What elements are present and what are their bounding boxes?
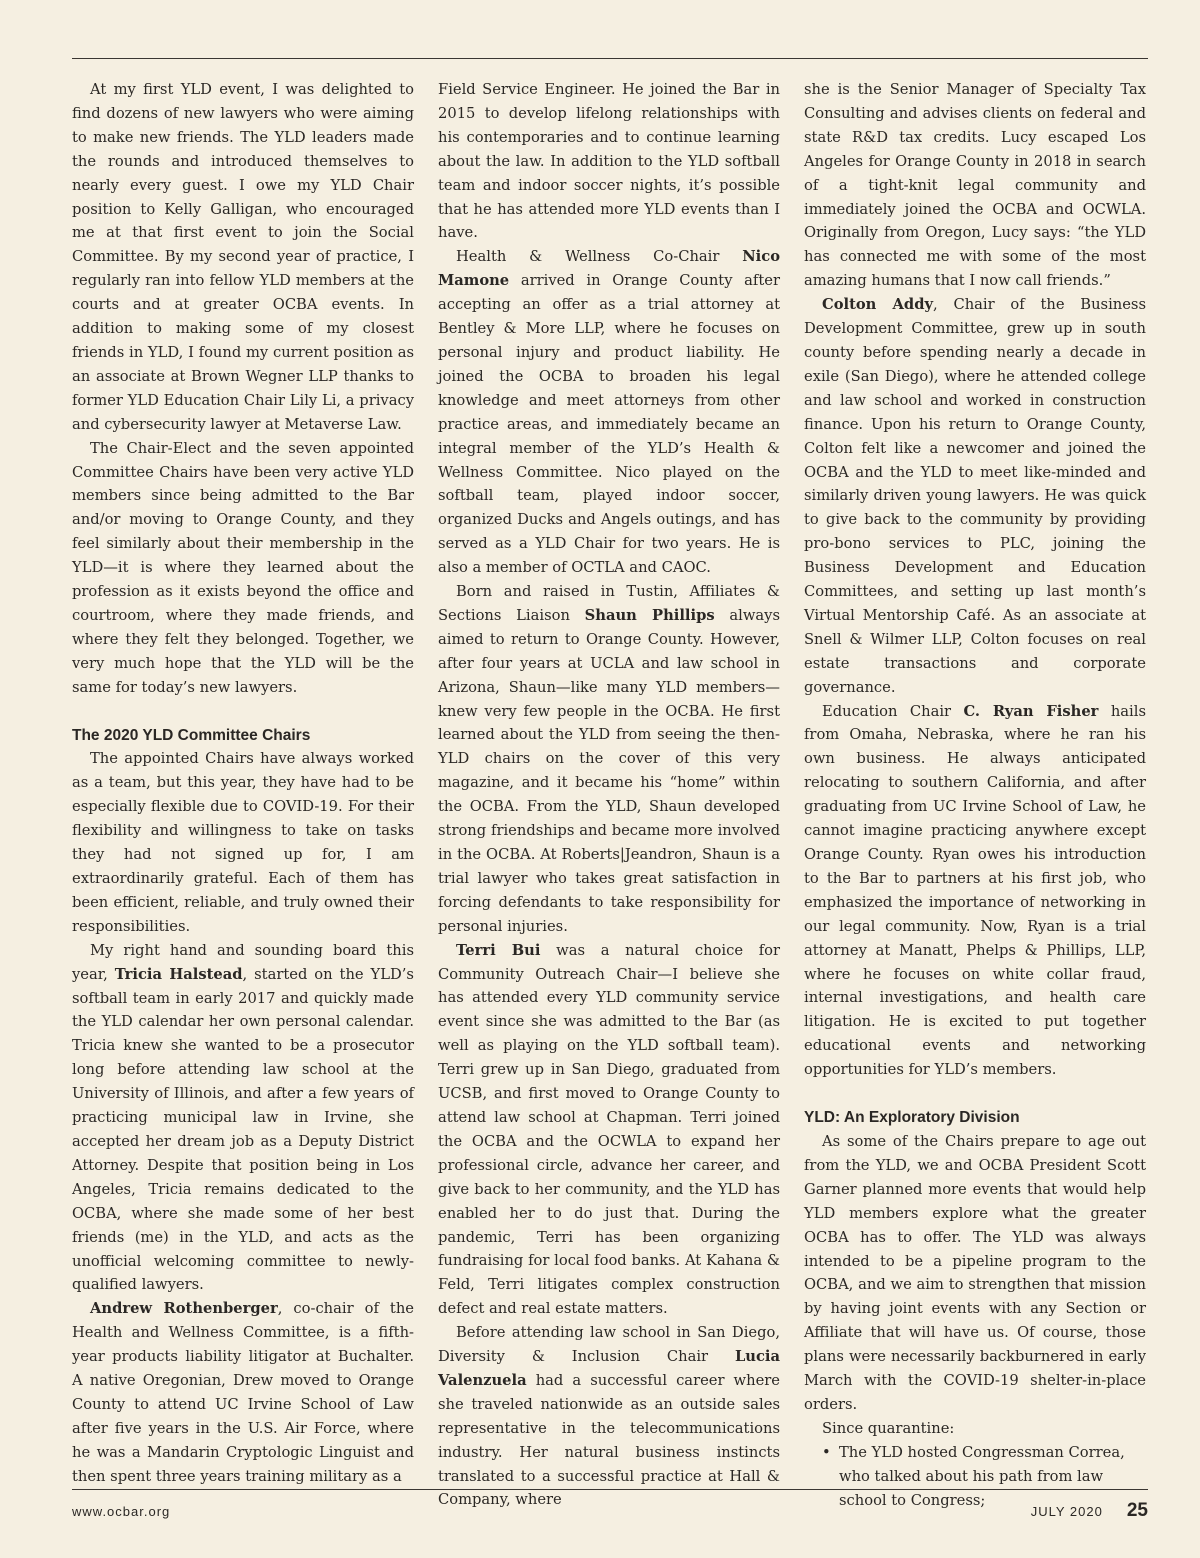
text: My right hand and sounding board this year,	[72, 941, 414, 983]
paragraph	[72, 1297, 414, 1488]
person-name: Andrew Rothenberger	[90, 1300, 278, 1318]
footer-date: JULY 2020	[1030, 1504, 1103, 1519]
column-1	[72, 78, 414, 1488]
paragraph: The appointed Chairs have always worked as a team, but this year, they have had to be especially flexible due to COVID-19. For their flexibility and willingness to take on tasks they had not signed up for, I am extraordinarily grateful. Each of them has been efficient, reliable, and truly owned their responsibilities.	[72, 750, 414, 935]
bullet-item: • The YLD hosted Congressman Correa, who talked about his path from law school to Congress;	[822, 1441, 1146, 1513]
person-name: Shaun Phillips	[584, 606, 715, 624]
text: always aimed to return to Orange County. However, after four years at UCLA and law school in Arizona, Shaun—like many YLD members—knew very few people in the OCBA. He first learned about the YLD from seeing the then-YLD chairs on the cover of this very magazine, and it became his “home” within the OCBA. From the YLD, Shaun developed strong friendships and became more involved in the OCBA. At Roberts|Jeandron, Shaun is a trial lawyer who takes great satisfaction in forcing defendants to take responsibility for personal injuries.	[438, 606, 780, 935]
paragraph: The Chair-Elect and the seven appointed Committee Chairs have been very active YLD members since being admitted to the Bar and/or moving to Orange County, and they feel similarly about their membership in the YLD—it is where they learned about the profession as it exists beyond the office and courtroom, where they made friends, and where they felt they belonged. Together, we very much hope that the YLD will be the same for today’s new lawyers.	[72, 439, 414, 696]
section-heading: YLD: An Exploratory Division	[804, 1109, 1020, 1127]
paragraph	[438, 580, 780, 939]
person-name: Terri Bui	[456, 941, 541, 959]
text: , Chair of the Business Development Committee, grew up in south county before spending nearly a decade in exile (San Diego), where he attended college and law school and worked in construction finance. Upon his return to Orange County, Colton felt like a newcomer and joined the OCBA and the YLD to meet like-minded and similarly driven young lawyers. He was quick to give back to the community by providing pro-bono services to PLC, joining the Business Development and Education Committees, and setting up last month’s Virtual Mentorship Café. As an associate at Snell & Wilmer LLP, Colton focuses on real estate transactions and corporate governance.	[804, 296, 1146, 696]
text: had a successful career where she traveled nationwide as an outside sales representative in the telecommunications industry. Her natural business instincts translated to a successful practice at Hall & Company, where	[438, 1371, 780, 1509]
text: , co-chair of the Health and Wellness Committee, is a fifth-year products liability litigator at Buchalter. A native Oregonian, Drew moved to Orange County to attend UC Irvine School of Law after five years in the U.S. Air Force, where he was a Mandarin Cryptologic Linguist and then spent three years training military as a	[72, 1300, 414, 1485]
page-number: 25	[1126, 1500, 1148, 1521]
paragraph: Since quarantine:	[822, 1419, 955, 1437]
paragraph: she is the Senior Manager of Specialty Tax Consulting and advises clients on federal and state R&D tax credits. Lucy escaped Los Angeles for Orange County in 2018 in search of a tight-knit legal community and immediately joined the OCBA and OCWLA. Originally from Oregon, Lucy says: “the YLD has connected me with some of the most amazing humans that I now call friends.”	[804, 81, 1146, 290]
paragraph	[438, 245, 780, 580]
text: arrived in Orange County after accepting an offer as a trial attorney at Bentley & More LLP, where he focuses on personal injury and product liability. He joined the OCBA to broaden his legal knowledge and meet attorneys from other practice areas, and immediately became an integral member of the YLD’s Health & Wellness Committee. Nico played on the softball team, played indoor soccer, organized Ducks and Angels outings, and has served as a YLD Chair for two years. He is also a member of OCTLA and CAOC.	[438, 272, 780, 577]
column-2	[438, 78, 780, 1509]
text: Health & Wellness Co-Chair	[456, 248, 743, 266]
footer-right	[1031, 1500, 1148, 1522]
person-name: Tricia Halstead	[114, 965, 243, 983]
person-name: Colton Addy	[822, 296, 934, 314]
paragraph: As some of the Chairs prepare to age out from the YLD, we and OCBA President Scott Garner planned more events that would help YLD members explore what the greater OCBA has to offer. The YLD was always intended to be a pipeline program to the OCBA, and we aim to strengthen that mission by having joint events with any Section or Affiliate that will have us. Of course, those plans were necessarily backburnered in early March with the COVID-19 shelter-in-place orders.	[804, 1132, 1146, 1413]
top-rule	[72, 58, 1148, 59]
text: was a natural choice for Community Outreach Chair—I believe she has attended every YLD community service event since she was admitted to the Bar (as well as playing on the YLD softball team). Terri grew up in San Diego, graduated from UCSB, and first moved to Orange County to attend law school at Chapman. Terri joined the OCBA and the OCWLA to expand her professional circle, advance her career, and give back to her community, and the YLD has enabled her to do just that. During the pandemic, Terri has been organizing fundraising for local food banks. At Kahana & Feld, Terri litigates complex construction defect and real estate matters.	[438, 941, 780, 1318]
person-name: C. Ryan Fisher	[963, 702, 1099, 720]
paragraph	[438, 1321, 780, 1512]
paragraph	[72, 939, 414, 1298]
text: Before attending law school in San Diego, Diversity & Inclusion Chair	[438, 1324, 780, 1366]
text: Education Chair	[822, 702, 964, 720]
text: Born and raised in Tustin, Affiliates & Sections Liaison	[438, 583, 780, 624]
paragraph	[438, 939, 780, 1322]
footer-url[interactable]: www.ocbar.org	[72, 1504, 171, 1519]
section-heading: The 2020 YLD Committee Chairs	[72, 726, 311, 744]
text: , started on the YLD’s softball team in early 2017 and quickly made the YLD calendar her own personal calendar. Tricia knew she wanted to be a prosecutor long before attending law school at the University of Illinois, and after a few years of practicing municipal law in Irvine, she accepted her dream job as a Deputy District Attorney. Despite that position being in Los Angeles, Tricia remains dedicated to the OCBA, where she made some of her best friends (me) in the YLD, and acts as the unofficial welcoming committee to newly-qualified lawyers.	[72, 965, 414, 1294]
column-3	[804, 78, 1146, 1509]
paragraph	[804, 700, 1146, 1083]
paragraph: At my first YLD event, I was delighted to find dozens of new lawyers who were aiming to make new friends. The YLD leaders made the rounds and introduced themselves to nearly every guest. I owe my YLD Chair position to Kelly Galligan, who encouraged me at that first event to join the Social Committee. By my second year of practice, I regularly ran into fellow YLD members at the courts and at greater OCBA events. In addition to making some of my closest friends in YLD, I found my current position as an associate at Brown Wegner LLP thanks to former YLD Education Chair Lily Li, a privacy and cybersecurity lawyer at Metaverse Law.	[72, 81, 414, 433]
bottom-rule	[72, 1489, 1148, 1490]
paragraph	[804, 293, 1146, 699]
paragraph: Field Service Engineer. He joined the Bar in 2015 to develop lifelong relationships with his contemporaries and to continue learning about the law. In addition to the YLD softball team and indoor soccer nights, it’s possible that he has attended more YLD events than I have.	[438, 81, 780, 242]
person-name: Nico Mamone	[438, 248, 780, 290]
text: hails from Omaha, Nebraska, where he ran his own business. He always anticipated relocating to southern California, and after graduating from UC Irvine School of Law, he cannot imagine practicing anywhere except Orange County. Ryan owes his introduction to the Bar to partners at his first job, who emphasized the importance of networking in our legal community. Now, Ryan is a trial attorney at Manatt, Phelps & Phillips, LLP, where he focuses on white collar fraud, internal investigations, and health care litigation. He is excited to put together educational events and networking opportunities for YLD’s members.	[804, 702, 1146, 1079]
person-name: Lucia Valenzuela	[438, 1348, 780, 1389]
